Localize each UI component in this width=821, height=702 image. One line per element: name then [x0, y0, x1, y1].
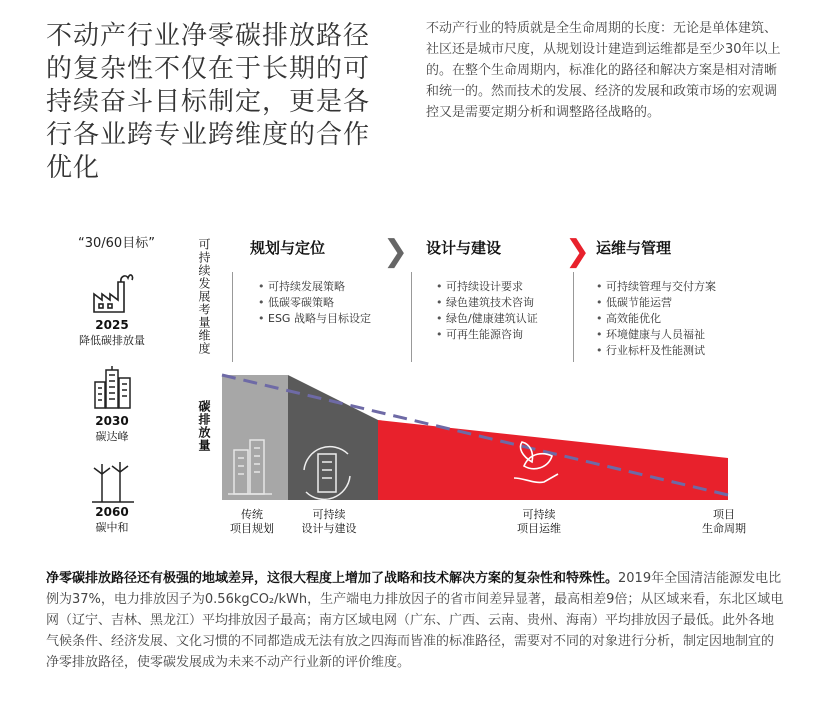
- sustainable-operation-block: [378, 420, 728, 500]
- bottom-body: 2019年全国清洁能源发电比例为37%，电力排放因子为0.56kgCO₂/kWh，生产端电力排放因子的省市间差异显著，最高相差9倍；从区域来看，东北区域电网（辽宁、吉林、黑龙江）平均排放因子最高；南方区域电网（广东、广西、云南、贵州、海南）平均排放因子最低。此外各地气候条件、经济发展、文化习惯的不同都造成无法有放之四海而皆准的标准路径，需要对不同的对象进行分析，制定因地制宜的净零排放路径，使零碳发展成为未来不动产行业新的评价维度。: [46, 571, 784, 670]
- x-label-lifecycle: 项目 生命周期: [702, 508, 746, 535]
- divider: [411, 272, 412, 362]
- list-item: • ESG 战略与目标设定: [258, 311, 371, 327]
- list-item: • 可持续设计要求: [436, 279, 538, 295]
- goal-label: 降低碳排放量: [79, 334, 145, 347]
- traditional-planning-block: [222, 375, 288, 500]
- wind-turbine-icon: [90, 460, 136, 504]
- list-item: • 绿色建筑技术咨询: [436, 295, 538, 311]
- stage-title-design: 设计与建设: [426, 239, 502, 257]
- goal-2060: [62, 505, 162, 535]
- goal-year: 2025: [95, 318, 129, 332]
- list-item: • 可持续发展策略: [258, 279, 371, 295]
- x-label-traditional: 传统 项目规划: [230, 508, 274, 535]
- goals-title: “30/60目标”: [78, 236, 155, 251]
- divider: [573, 272, 574, 362]
- bottom-paragraph: [46, 568, 786, 673]
- stage-list-planning: [258, 279, 371, 327]
- list-item: • 行业标杆及性能测试: [596, 343, 716, 359]
- emission-diagram: [218, 370, 738, 505]
- stage-title-planning: 规划与定位: [250, 239, 326, 257]
- stage-title-operation: 运维与管理: [596, 239, 672, 257]
- sustainable-design-block: [288, 375, 378, 500]
- list-item: • 低碳零碳策略: [258, 295, 371, 311]
- x-label-design: 可持续 设计与建设: [301, 508, 357, 535]
- list-item: • 绿色/健康建筑认证: [436, 311, 538, 327]
- headline: 不动产行业净零碳排放路径的复杂性不仅在于长期的可持续奋斗目标制定，更是各行各业跨专业跨维度的合作优化: [46, 21, 371, 183]
- goal-2030: [62, 414, 162, 444]
- goal-year: 2060: [95, 505, 129, 519]
- chevron-right-icon: ❯: [383, 234, 409, 269]
- axis-label-dimensions: 可持续发展考量维度: [197, 238, 211, 355]
- list-item: • 可再生能源咨询: [436, 327, 538, 343]
- stage-list-design: [436, 279, 538, 343]
- list-item: • 低碳节能运营: [596, 295, 716, 311]
- stage-list-operation: [596, 279, 716, 359]
- goal-label: 碳中和: [95, 521, 129, 534]
- goal-2025: [62, 318, 162, 348]
- bottom-lead: 净零碳排放路径还有极强的地域差异，这很大程度上增加了战略和技术解决方案的复杂性和特殊性。: [46, 571, 619, 586]
- axis-label-emissions: 碳排放量: [197, 400, 211, 452]
- list-item: • 可持续管理与交付方案: [596, 279, 716, 295]
- list-item: • 环境健康与人员福祉: [596, 327, 716, 343]
- chevron-right-icon: ❯: [565, 234, 591, 269]
- city-buildings-icon: [92, 366, 134, 410]
- goal-label: 碳达峰: [95, 430, 129, 443]
- divider: [232, 272, 233, 362]
- goal-year: 2030: [95, 414, 129, 428]
- list-item: • 高效能优化: [596, 311, 716, 327]
- x-label-operation: 可持续 项目运维: [517, 508, 561, 535]
- intro-paragraph: 不动产行业的特质就是全生命周期的长度：无论是单体建筑、社区还是城市尺度，从规划设计建造到运维都是至少30年以上的。在整个生命周期内，标准化的路径和解决方案是相对清晰和统一的。然而技术的发展、经济的发展和政策市场的宏观调控又是需要定期分析和调整路径战略的。: [426, 21, 781, 120]
- factory-icon: [90, 270, 134, 314]
